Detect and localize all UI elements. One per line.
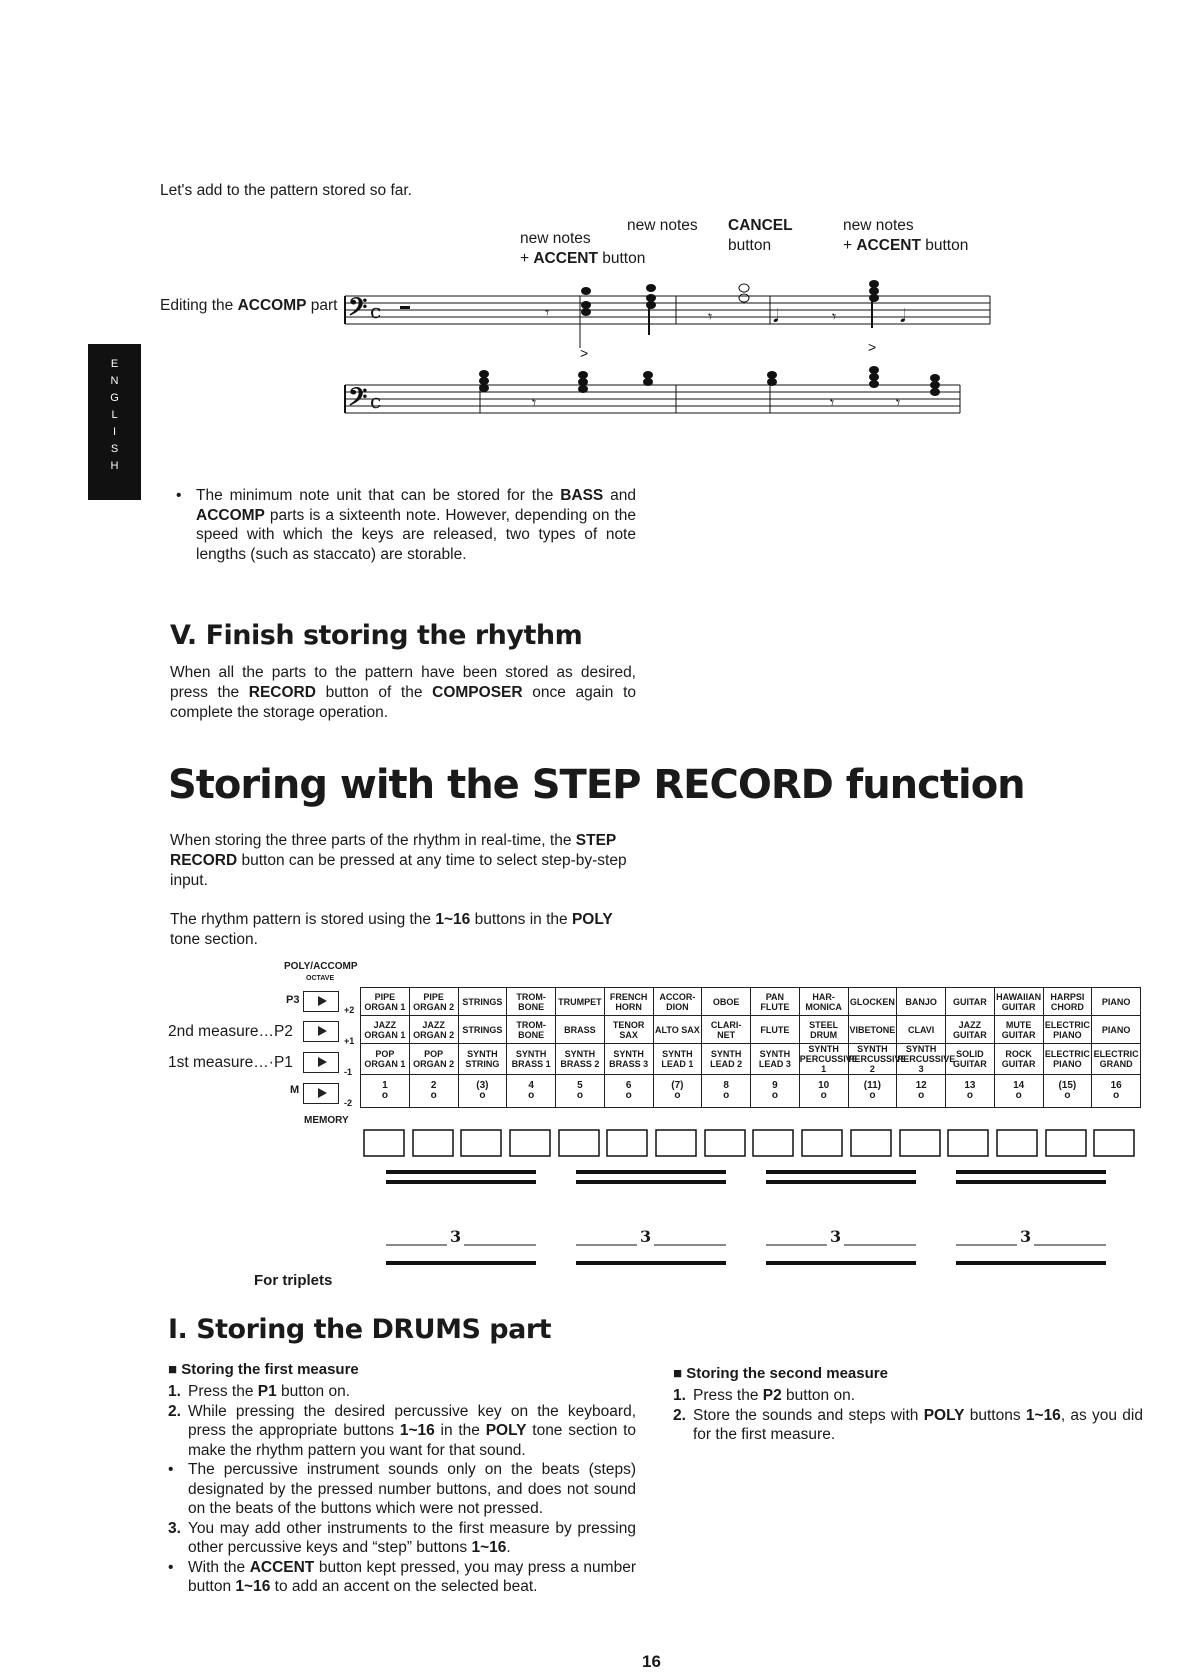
memory-label: MEMORY (304, 1115, 349, 1126)
tone-button[interactable]: GUITAR (946, 988, 995, 1016)
row-label-p3: P3 (286, 994, 300, 1006)
p2-button[interactable] (303, 1021, 339, 1042)
tone-button[interactable]: TRUMPET (556, 988, 605, 1016)
tone-button[interactable]: ACCOR-DION (653, 988, 702, 1016)
tone-button[interactable]: GLOCKEN (848, 988, 897, 1016)
svg-text:𝄢: 𝄢 (348, 383, 368, 418)
editing-accomp-label: Editing the ACCOMP part (160, 297, 338, 314)
triplet-groups (386, 1261, 1106, 1265)
step-button[interactable]: (15) o (1043, 1075, 1092, 1108)
tone-button[interactable]: FLUTE (751, 1016, 800, 1044)
tone-button[interactable]: BANJO (897, 988, 946, 1016)
annotation-new-notes: new notes (627, 217, 698, 234)
tone-button[interactable]: STRINGS (458, 988, 507, 1016)
tone-button[interactable]: SYNTH LEAD 3 (751, 1044, 800, 1075)
svg-text:>: > (868, 339, 877, 355)
tone-button[interactable]: SYNTH LEAD 2 (702, 1044, 751, 1075)
p1-button[interactable] (303, 1052, 339, 1073)
tone-button[interactable]: PIANO (1092, 988, 1141, 1016)
tone-button[interactable]: ALTO SAX (653, 1016, 702, 1044)
tone-button[interactable]: PIPE ORGAN 1 (361, 988, 410, 1016)
staff-accomp (345, 296, 990, 348)
triplet-mark: 3 (827, 1227, 844, 1246)
tone-button[interactable]: HAR-MONICA (799, 988, 848, 1016)
tone-row-p1 (361, 1044, 1141, 1075)
tone-button[interactable]: SYNTH BRASS 2 (556, 1044, 605, 1075)
step-button[interactable]: (7) o (653, 1075, 702, 1108)
first-measure-instructions: ■ Storing the first measure 1. Press the P1 button on. 2. While pressing the desired percussive key on the keyboard, press the appropriate buttons 1~16 in the POLY tone section to make the rhythm pattern you want for that sound. • The percussive instrument sounds only on the beats (steps) designated by the pressed number buttons, and does not sound on the beats of the buttons which were not pressed. 3. You may add other instruments to the first measure by pressing other percussive keys and “step” buttons 1~16. • With the ACCENT button kept pressed, you may press a number button 1~16 to add an accent on the selected beat. (168, 1361, 637, 1595)
tone-button[interactable]: CLARI-NET (702, 1016, 751, 1044)
svg-text:𝄾: 𝄾 (532, 395, 537, 412)
tone-button[interactable]: ELECTRIC PIANO (1043, 1044, 1092, 1075)
step-button[interactable]: 1 o (361, 1075, 410, 1108)
tone-button[interactable]: SYNTH BRASS 3 (604, 1044, 653, 1075)
annotation-cancel-button: CANCEL button (728, 217, 793, 254)
triplet-mark: 3 (1017, 1227, 1034, 1246)
tone-button[interactable]: SYNTH PERCUSSIVE 3 (897, 1044, 956, 1074)
tone-button[interactable]: PIPE ORGAN 2 (409, 988, 458, 1016)
step-button[interactable]: 8 o (702, 1075, 751, 1108)
tone-button[interactable]: SYNTH LEAD 1 (653, 1044, 702, 1075)
poly-buttons-paragraph: The rhythm pattern is stored using the 1~16 buttons in the POLY tone section. (170, 911, 613, 948)
triplet-mark: 3 (447, 1227, 464, 1246)
second-measure-title: ■ Storing the second measure (673, 1365, 888, 1382)
svg-text:𝄾: 𝄾 (832, 309, 837, 326)
tone-button[interactable]: SYNTH STRING (458, 1044, 507, 1075)
language-side-tab: E N G L I S H (88, 344, 141, 500)
tone-button[interactable]: JAZZ ORGAN 2 (409, 1016, 458, 1044)
svg-text:𝄾: 𝄾 (545, 305, 550, 322)
tone-button[interactable]: TENOR SAX (604, 1016, 653, 1044)
bass-clef-icon: 𝄢 (348, 293, 368, 328)
step-button[interactable]: 12 o (897, 1075, 946, 1108)
svg-text:𝄾: 𝄾 (830, 395, 835, 412)
common-time-icon: c (370, 299, 382, 323)
second-measure-instructions: ■ Storing the second measure 1. Press the P2 button on. 2. Store the sounds and steps with POLY buttons 1~16, as you did for the first measure. (673, 1365, 1143, 1443)
annotation-new-notes-accent-2: new notes + ACCENT button (843, 217, 969, 254)
tone-button[interactable]: HARPSI CHORD (1043, 988, 1092, 1016)
memory-row (361, 1075, 1141, 1108)
p3-button[interactable] (303, 991, 339, 1012)
sixteenth-groups (386, 1170, 1106, 1184)
accomp-notes (545, 280, 906, 335)
step-button[interactable]: 13 o (946, 1075, 995, 1108)
tone-button[interactable]: SYNTH PERCUSSIVE 2 (848, 1044, 907, 1074)
tone-button[interactable]: STRINGS (458, 1016, 507, 1044)
step-button[interactable]: 2 o (409, 1075, 458, 1108)
row-label-p2: 2nd measure…P2 (168, 1023, 293, 1040)
step-button[interactable]: (3) o (458, 1075, 507, 1108)
tone-button[interactable]: SYNTH BRASS 1 (507, 1044, 556, 1075)
tone-button[interactable]: HAWAIIAN GUITAR (994, 988, 1043, 1016)
note-minimum-unit: • The minimum note unit that can be stored for the BASS and ACCOMP parts is a sixteenth note. However, depending on the speed with which the keys are released, two types of note lengths (such as staccato) are storable. (176, 487, 637, 563)
step-button[interactable]: 5 o (556, 1075, 605, 1108)
step-button[interactable]: 16 o (1092, 1075, 1141, 1108)
tone-button[interactable]: SYNTH PERCUSSIVE 1 (799, 1044, 858, 1074)
tone-button[interactable]: PIANO (1092, 1016, 1141, 1044)
tone-row-p3 (361, 988, 1141, 1016)
step-record-paragraph: When storing the three parts of the rhythm in real-time, the STEP RECORD button can be pressed at any time to select step-by-step input. (170, 832, 627, 889)
annotation-new-notes-accent-1: new notes + ACCENT button (520, 230, 646, 267)
tone-button[interactable]: FRENCH HORN (604, 988, 653, 1016)
music-notation (340, 260, 1000, 460)
rhythm-note-diagram (360, 1128, 1140, 1308)
tone-button[interactable]: TROM-BONE (507, 988, 556, 1016)
tone-button[interactable]: BRASS (556, 1016, 605, 1044)
svg-text:𝅘𝅥: 𝅘𝅥 (900, 306, 906, 326)
section-heading-finish: V. Finish storing the rhythm (170, 620, 583, 651)
svg-text:𝄾: 𝄾 (708, 309, 713, 326)
tone-button[interactable]: POP ORGAN 1 (361, 1044, 410, 1075)
tone-row-p2 (361, 1016, 1141, 1044)
tone-button[interactable]: CLAVI (897, 1016, 946, 1044)
tone-button[interactable]: TROM-BONE (507, 1016, 556, 1044)
tone-button[interactable]: STEEL DRUM (799, 1016, 848, 1044)
staff-bass (345, 385, 960, 413)
step-button[interactable]: 6 o (604, 1075, 653, 1108)
tone-button[interactable]: ELECTRIC PIANO (1043, 1016, 1092, 1044)
svg-text:c: c (370, 389, 382, 413)
main-heading: Storing with the STEP RECORD function (168, 762, 1025, 808)
for-triplets-label: For triplets (254, 1272, 333, 1289)
tone-button[interactable]: MUTE GUITAR (994, 1016, 1043, 1044)
svg-text:𝄾: 𝄾 (896, 395, 901, 412)
svg-text:>: > (580, 345, 589, 361)
m-button[interactable] (303, 1083, 339, 1104)
step-button[interactable]: (11) o (848, 1075, 897, 1108)
tone-button[interactable]: ROCK GUITAR (994, 1044, 1043, 1075)
svg-text:𝅘𝅥: 𝅘𝅥 (773, 306, 779, 326)
tone-button[interactable]: JAZZ ORGAN 1 (361, 1016, 410, 1044)
tone-button[interactable]: JAZZ GUITAR (946, 1016, 995, 1044)
poly-accomp-label: POLY/ACCOMP (284, 961, 358, 972)
bass-notes (479, 339, 940, 412)
step-button[interactable]: 14 o (994, 1075, 1043, 1108)
row-label-m: M (290, 1084, 300, 1096)
triplet-mark: 3 (637, 1227, 654, 1246)
octave-label: OCTAVE (306, 975, 335, 982)
poly-tone-panel (360, 987, 1141, 1108)
page-number: 16 (642, 1652, 661, 1671)
tone-button[interactable]: OBOE (702, 988, 751, 1016)
memory-switches (364, 1130, 1134, 1156)
first-measure-title: ■ Storing the first measure (168, 1361, 359, 1378)
step-button[interactable]: 4 o (507, 1075, 556, 1108)
tone-button[interactable]: ELECTRIC GRAND (1092, 1044, 1141, 1075)
tone-button[interactable]: VIBETONE (848, 1016, 897, 1044)
intro-text: Let's add to the pattern stored so far. (160, 182, 412, 199)
tone-button[interactable]: PAN FLUTE (751, 988, 800, 1016)
section-heading-drums: I. Storing the DRUMS part (168, 1314, 552, 1345)
tone-button[interactable]: POP ORGAN 2 (409, 1044, 458, 1075)
row-label-p1: 1st measure…·P1 (168, 1054, 293, 1071)
tone-button[interactable]: SOLID GUITAR (946, 1044, 995, 1075)
section-finish-text: When all the parts to the pattern have been stored as desired, press the RECORD button of the COMPOSER once again to complete the storage operation. (170, 664, 637, 721)
step-button[interactable]: 10 o (799, 1075, 848, 1108)
step-button[interactable]: 9 o (751, 1075, 800, 1108)
